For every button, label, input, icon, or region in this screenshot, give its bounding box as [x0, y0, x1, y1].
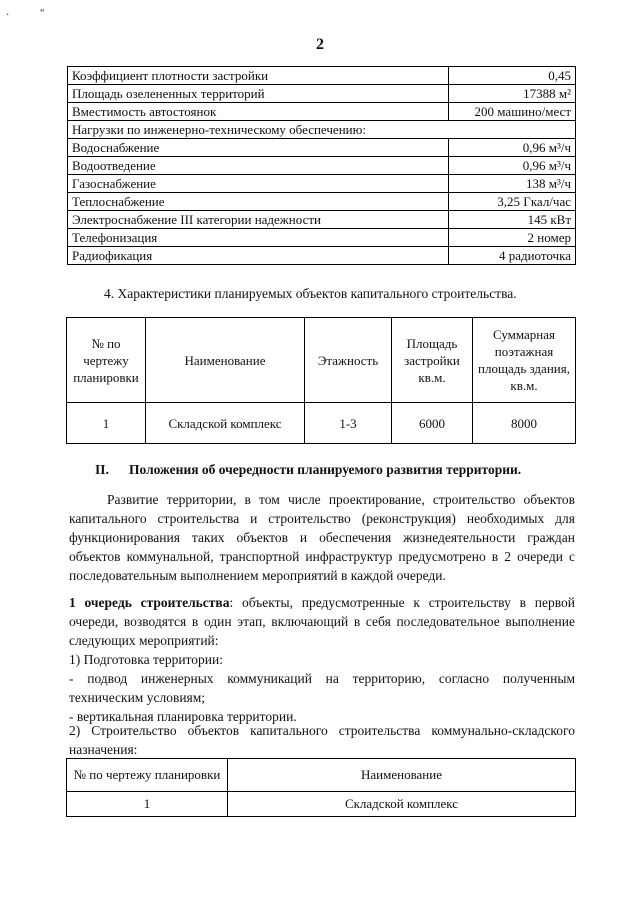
param-value: 3,25 Гкал/час — [449, 193, 576, 211]
scan-mark-right: “ — [40, 8, 45, 19]
planned-objects-table — [66, 317, 576, 444]
table-row — [68, 139, 576, 157]
stage-1-item-1: 1) Подготовка территории: — [69, 652, 223, 667]
param-label: Радиофикация — [68, 247, 449, 265]
cell-name: Складской комплекс — [146, 403, 305, 444]
table-row — [68, 85, 576, 103]
table-row — [68, 103, 576, 121]
stage-1-block — [69, 593, 575, 726]
param-value: 2 номер — [449, 229, 576, 247]
param-value: 0,96 м³/ч — [449, 139, 576, 157]
param-label: Коэффициент плотности застройки — [68, 67, 449, 85]
header-drawing-number: № по чертежу планировки — [67, 759, 228, 792]
param-value: 0,45 — [449, 67, 576, 85]
section-2-title: Положения об очередности планируемого развития территории. — [129, 462, 522, 477]
stage-1-text: : объекты, предусмотренные к строительству в первой очереди, возводятся в один этап, включающий в себя последовательное выполнение следующих мероприятий: — [69, 595, 576, 648]
cell-total-floor-area: 8000 — [473, 403, 576, 444]
intro-paragraph-block — [69, 490, 575, 585]
section-2-number: II. — [95, 462, 109, 477]
param-value: 200 машино/мест — [449, 103, 576, 121]
table-row — [67, 792, 576, 817]
param-label: Теплоснабжение — [68, 193, 449, 211]
cell-built-area: 6000 — [392, 403, 473, 444]
table-row — [68, 193, 576, 211]
stage-1-lead: 1 очередь строительства — [69, 595, 230, 610]
param-label: Водоснабжение — [68, 139, 449, 157]
cell-floors: 1-3 — [305, 403, 392, 444]
header-floors: Этажность — [305, 318, 392, 403]
header-name: Наименование — [146, 318, 305, 403]
table-row — [68, 211, 576, 229]
stage-1-item-1a: - подвод инженерных коммуникаций на территорию, согласно полученным техническим условиям; — [69, 671, 575, 705]
table-header-row — [67, 759, 576, 792]
param-value: 4 радиоточка — [449, 247, 576, 265]
stage-1-objects-table — [66, 758, 576, 817]
cell-drawing-number: 1 — [67, 403, 146, 444]
table-header-row — [67, 318, 576, 403]
param-value: 145 кВт — [449, 211, 576, 229]
scan-mark-left: · — [6, 10, 10, 21]
stage-1-paragraph — [69, 593, 575, 650]
table-row — [68, 121, 576, 139]
intro-paragraph: Развитие территории, в том числе проектирование, строительство объектов капитального строительства и строительство (реконструкция) необходимых для функционирования таких объектов и обеспечения жизнедеятельности граждан объектов коммунальной, транспортной инфраструктур предусмотрено в 2 очереди с последовательным выполнением мероприятий в каждой очереди. — [69, 492, 575, 583]
item-2-paragraph: 2) Строительство объектов капитального строительства коммунально-складского назначения: — [69, 723, 575, 757]
section-4-caption: 4. Характеристики планируемых объектов капитального строительства. — [104, 286, 517, 301]
stage-1-item-1b: - вертикальная планировка территории. — [69, 709, 297, 724]
cell-name: Складской комплекс — [228, 792, 576, 817]
cell-drawing-number: 1 — [67, 792, 228, 817]
param-value: 0,96 м³/ч — [449, 157, 576, 175]
table-row — [68, 247, 576, 265]
param-value: 17388 м² — [449, 85, 576, 103]
param-label: Водоотведение — [68, 157, 449, 175]
param-value: 138 м³/ч — [449, 175, 576, 193]
header-name: Наименование — [228, 759, 576, 792]
param-label: Телефонизация — [68, 229, 449, 247]
param-label: Площадь озелененных территорий — [68, 85, 449, 103]
table-row — [67, 403, 576, 444]
header-built-area: Площадь застройки кв.м. — [392, 318, 473, 403]
section-2-heading — [95, 462, 521, 478]
header-total-floor-area: Суммарная поэтажная площадь здания, кв.м. — [473, 318, 576, 403]
table-row — [68, 157, 576, 175]
item-2-block — [69, 721, 575, 759]
page-number: 2 — [316, 36, 324, 53]
table-row — [68, 175, 576, 193]
parameters-table — [67, 66, 576, 265]
param-label: Вместимость автостоянок — [68, 103, 449, 121]
param-label: Электроснабжение III категории надежности — [68, 211, 449, 229]
header-drawing-number: № по чертежу планировки — [67, 318, 146, 403]
param-section-label: Нагрузки по инженерно-техническому обеспечению: — [68, 121, 576, 139]
param-label: Газоснабжение — [68, 175, 449, 193]
table-row — [68, 229, 576, 247]
table-row — [68, 67, 576, 85]
